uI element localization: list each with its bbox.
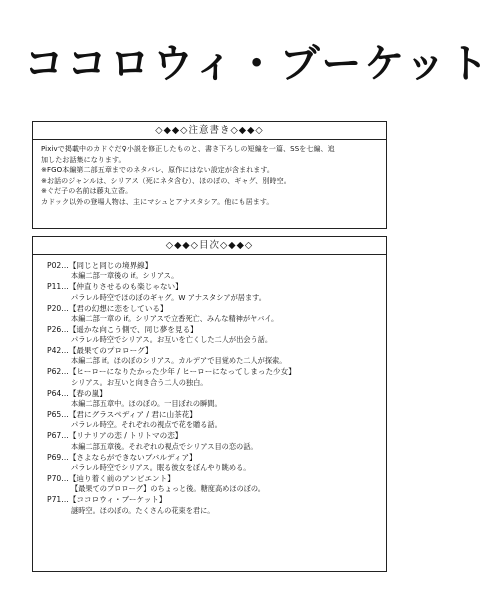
toc-entry (47, 282, 376, 302)
toc-entry-title: P71…【ココロウィ・ブーケット】 (47, 495, 167, 505)
toc-entry-title: P02…【同じと同じの境界線】 (47, 261, 153, 270)
toc-entry-title: P70…【辿り着く前のアンビエント】 (47, 473, 175, 483)
toc-entry (47, 346, 376, 366)
toc-entry-title: P69…【さよならができないブバルディア】 (47, 452, 197, 462)
toc-entry (47, 261, 376, 281)
toc-entry (47, 495, 376, 515)
toc-entry-description: 本編二部一章の if。シリアスで立香死亡、みんな精神がヤバイ。 (71, 313, 279, 323)
book-title: ココロウィ・ブーケット (24, 41, 491, 87)
toc-entry-description: 【最果てのプロローグ】のちょっと後。糖度高めほのぼの。 (71, 484, 265, 494)
note-line: ※お話のジャンルは、シリアス（死にネタ含む）、ほのぼの、ギャグ、別時空。 (41, 176, 291, 185)
notes-body (33, 140, 386, 207)
notes-heading: ◇◆◆◇注意書き◇◆◆◇ (33, 122, 386, 140)
toc-entry-description: シリアス。お互いと向き合う二人の独白。 (71, 377, 208, 387)
toc-entry-title: P11…【仲直りさせるのも楽じゃない】 (47, 282, 183, 292)
notes-box (32, 121, 387, 229)
toc-entry (47, 304, 376, 324)
note-line: ※FGO本編第二部五章までのネタバレ、原作にはない設定が含まれます。 (41, 166, 275, 174)
toc-list (33, 255, 386, 516)
toc-entry (47, 410, 376, 430)
toc-box (32, 236, 387, 572)
note-line: カドック以外の登場人物は、主にマシュとアナスタシア。他にも居ます。 (41, 197, 274, 206)
toc-entry-description: 謎時空。ほのぼの。たくさんの花束を君に。 (71, 505, 215, 515)
toc-entry (47, 325, 376, 345)
toc-entry-title: P67…【リナリアの恋 / トリトマの恋】 (47, 431, 183, 441)
toc-entry-description: パラレル時空でシリアス。お互いを亡くした二人が出会う話。 (71, 335, 273, 345)
toc-entry (47, 431, 376, 451)
toc-entry (47, 453, 376, 473)
toc-entry (47, 367, 376, 387)
toc-entry-description: 本編二部五章後。それぞれの視点でシリアス目の恋の話。 (71, 441, 258, 451)
toc-entry-title: P26…【遥かな向こう側で、同じ夢を見る】 (47, 324, 198, 334)
toc-entry-title: P64…【春の嵐】 (47, 388, 107, 398)
toc-entry-description: パラレル時空。それぞれの視点で花を贈る話。 (71, 420, 222, 430)
toc-entry-title: P20…【君の幻想に恋をしている】 (47, 303, 168, 313)
note-line: ※ぐだ子の名前は藤丸立香。 (41, 187, 133, 195)
toc-entry (47, 474, 376, 494)
toc-entry-title: P62…【ヒーローになりたかった少年 / ヒーローになってしまった少女】 (47, 367, 296, 377)
toc-entry-description: パラレル時空でシリアス。眠る彼女をぼんやり眺める。 (71, 462, 251, 472)
toc-entry-description: パラレル時空でほのぼのギャグ。W アナスタシアが居ます。 (71, 292, 266, 302)
note-line: 加したお話集になります。 (41, 155, 126, 164)
toc-entry (47, 389, 376, 409)
toc-entry-description: 本編二部一章後の if。シリアス。 (71, 271, 179, 281)
toc-entry-description: 本編二部五章中。ほのぼの。一目ぼれの瞬間。 (71, 399, 222, 409)
toc-heading: ◇◆◆◇目次◇◆◆◇ (33, 237, 386, 255)
toc-entry-title: P65…【君にグラスペディア / 君に山茶花】 (47, 410, 197, 420)
toc-entry-title: P42…【最果てのプロローグ】 (47, 346, 153, 356)
note-line: Pixivで掲載中のカドぐだ♀小説を修正したものと、書き下ろしの短編を一篇、SSを七編、追 (41, 145, 335, 153)
toc-entry-description: 本編二部 if。ほのぼのシリアス。カルデアで目覚めた二人が探索。 (71, 356, 287, 366)
